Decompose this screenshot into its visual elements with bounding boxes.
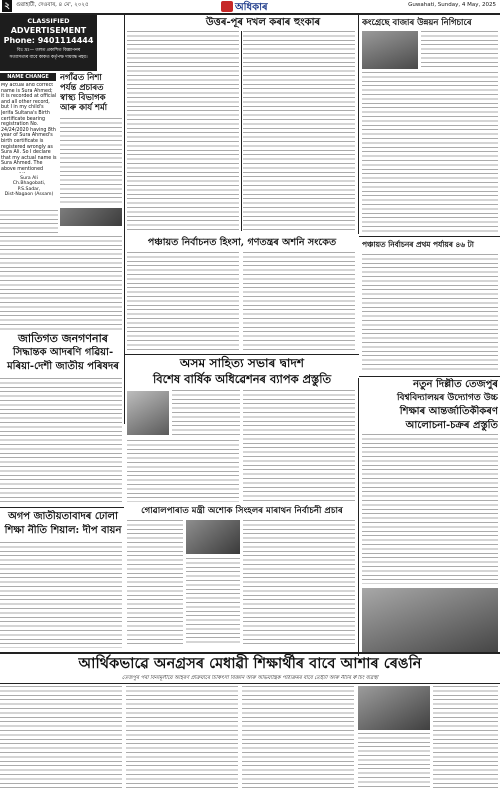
bottom-article-body-2 [126,686,238,790]
signature-name: Sura Ali [20,176,38,181]
border-article-body-2 [243,31,355,231]
drug-headline-1: নগাঁৱত নিশা [60,72,102,82]
logo-badge [221,1,233,12]
classified-note-2: সত্যাসত্যৰ বাবে কাকত কৰ্তৃপক্ষ দায়বদ্ধ নহয়। [9,55,88,60]
bottom-sub-rule [0,683,500,684]
goalpara-article-body-1 [127,520,183,646]
panchayat-right-headline: পঞ্চায়ত নিৰ্বাচনৰ প্ৰথম পৰ্যায়ৰ ৪৬ টা [362,240,474,249]
left-rule-2 [0,507,124,508]
sahitya-article-body-1 [172,390,240,437]
congress-article-body-1 [421,31,498,69]
logo-text: অধিকাৰ [235,2,268,13]
bodo-headline-1: অগপ জাতীয়তাবাদৰ ঢোলা [8,511,118,522]
right-rule-2 [359,376,500,377]
sahitya-headline-2: বিশেষ বাৰ্ষিক অধিৱেশনৰ ব্যাপক প্ৰস্তুতি [152,372,332,386]
classified-title: ADVERTISEMENT [10,26,87,35]
university-photo [362,588,498,654]
bodo-headline [4,510,122,538]
bottom-photo [358,686,430,730]
drug-headline-4: আৰু কাৰ্য শৰ্মা [60,102,108,112]
university-headline-4: আলোচনা-চক্ৰৰ প্ৰস্তুতি [405,419,498,431]
census-headline-2: সিদ্ধান্তক আদৰণি গৱিয়া- [12,347,114,358]
sahitya-article-body-3 [127,440,239,502]
drug-photo [60,208,122,226]
panchayat-headline: পঞ্চায়ত নিৰ্বাচনত হিংসা, গণতন্ত্ৰৰ অশনি সংকেত [147,237,337,248]
drug-headline-2: পৰ্যন্ত প্ৰচাৰত [60,82,104,92]
goalpara-article-body-3 [243,520,355,646]
sahitya-photo [127,391,169,435]
left-article-body-wide [0,236,122,330]
sahitya-headline [128,355,356,387]
bottom-article-body-5 [358,733,430,790]
signature-place: Ch.Bhagobati, [12,181,46,187]
border-headline: উত্তৰ-পূৰ দখল কৰাৰ হুংকাৰ [205,17,321,28]
bodo-headline-2: শিক্ষা নীতি শিয়াল: দীপ বায়ন [4,525,122,536]
left-article-body [0,210,58,234]
congress-headline: কংগ্ৰেছে বাজাৰ উন্নয়ন নিগিচাৰে [362,17,472,27]
name-change-signature [1,176,57,198]
classified-box [0,15,97,71]
university-headline [362,378,498,432]
census-headline [4,332,122,374]
sahitya-headline-1: অসম সাহিত্য সভাৰ দ্বাদশ [179,356,305,370]
congress-photo [362,31,418,69]
masthead [0,0,500,14]
logo [213,0,293,13]
bottom-subheadline: তেজপুৰ পৰা বিনামূলীয়ে আহৰণ প্ৰক্ৰিয়াৰে চিকিৎসা বিজ্ঞান আৰু অভিযান্ত্ৰিক পাঠ্যক্ৰমৰ বাবে তেইটা আৰু নীটৰ ক'চিং ব্যৱস্থা [121,675,379,681]
border-article-body-1 [127,31,239,231]
date-right: Guwahati, Sunday, 4 May, 2025 [408,2,496,8]
university-article-body [362,434,498,584]
goalpara-article-body-2 [186,558,240,646]
goalpara-photo [186,520,240,554]
name-change-label: NAME CHANGE [0,73,56,81]
sahitya-article-body-2 [243,390,355,502]
left-column-rule [124,14,125,424]
bottom-article-body-4 [433,686,498,790]
date-left: গুৱাহাটী, দেওবাৰ, ৪ মে', ২০২৫ [16,2,89,8]
census-headline-1: জাতিগত জনগণনাৰ [18,332,108,345]
right-column-rule [358,14,359,234]
page-number: ২ [2,0,12,12]
drug-headline-3: স্বাস্থ্য বিভাগক [60,92,106,102]
classified-phone: Phone: 9401114444 [3,36,94,45]
drug-article-body [60,118,122,206]
center-mid-rule [241,31,242,231]
bottom-article-body-1 [0,686,122,790]
census-headline-3: মৰিয়া-দেশী জাতীয় পৰিষদৰ [7,361,119,372]
university-headline-3: শিক্ষাৰ আন্তৰ্জাতিকীকৰণ [399,406,498,417]
right-column-rule-2 [358,378,359,656]
classified-label: CLASSIFIED [27,17,70,25]
signature-district: P.S.Sadar, [17,186,41,192]
panchayat-right-body [362,254,498,372]
name-change-body: My actual and correct name is Sura Ahmed; it is recorded at official and all other record, but I in my child's Jerifa Sultana's Birth certificate bearing registration No. 24/24/2020 having 8th year of Sura Ahmed's birth certificate is registered wrongly as Sura Ali. So I declare that my actual name is Sura Ahmed. The above mentioned [1,83,57,172]
drug-headline [60,72,122,112]
university-headline-2: বিশ্ববিদ্যালয়ৰ উদ্যোগত উচ্চ [396,392,498,403]
right-rule-1 [359,236,500,237]
university-headline-1: নতুন দিল্লীত তেজপুৰ [413,379,498,390]
signature-state: Dist-Nagaon (Assam) [4,192,54,198]
panchayat-article-body-2 [243,252,355,352]
panchayat-article-body-1 [127,252,239,352]
bottom-headline: আৰ্থিকভাৱে অনগ্ৰসৰ মেধাৱী শিক্ষাৰ্থীৰ বাবে আশাৰ ৰেঙনি [78,655,422,672]
classified-note-1: বিঃ দ্ৰঃ— তলত প্ৰকাশিত বিজ্ঞাপনৰ [16,48,81,53]
bottom-article-body-3 [242,686,354,790]
goalpara-headline: গোৱালপাৰাত মন্ত্ৰী অশোক সিংহলৰ মাৰাথন নিৰ্বাচনী প্ৰচাৰ [141,506,343,516]
congress-article-body-2 [362,72,498,234]
bodo-article-body [0,542,122,648]
census-article-body [0,378,122,504]
